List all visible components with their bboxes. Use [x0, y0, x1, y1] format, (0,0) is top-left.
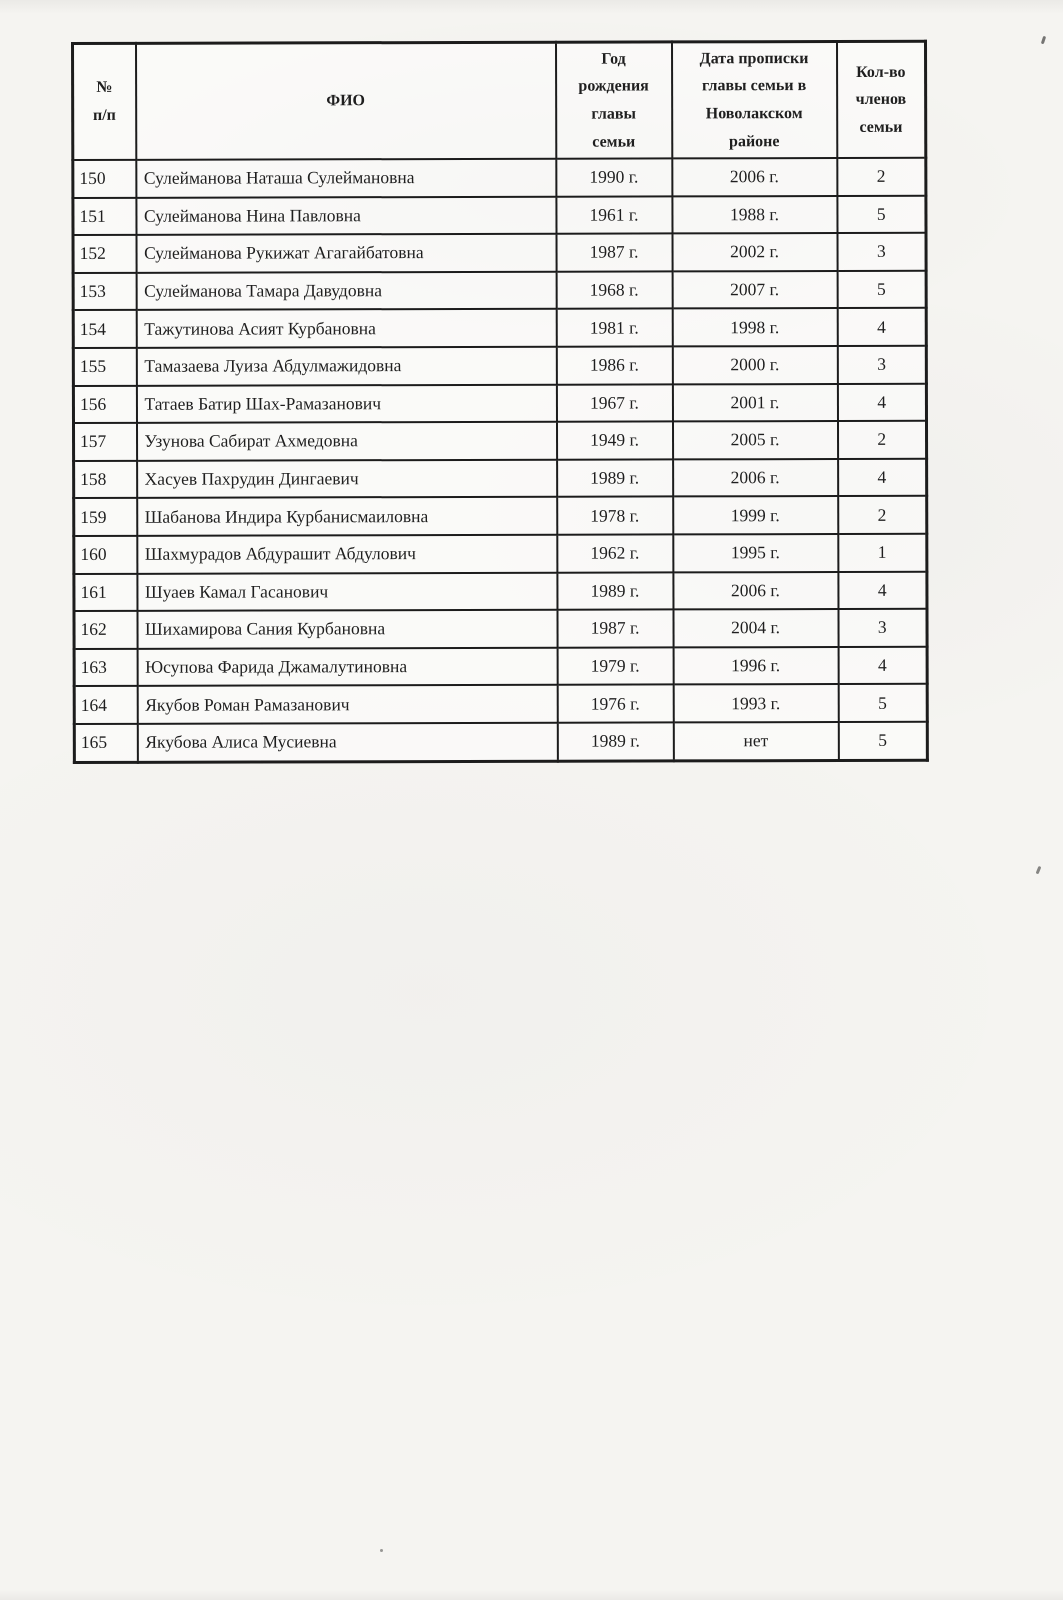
cell-row-number: 150	[73, 160, 136, 198]
cell-full-name: Сулейманова Рукижат Агагайбатовна	[136, 234, 556, 273]
scan-artifact-speck	[1041, 36, 1046, 44]
table-row	[74, 684, 927, 724]
cell-birth-year: 1949 г.	[556, 422, 672, 460]
header-cell-num: № п/п	[73, 43, 136, 160]
cell-row-number: 159	[74, 498, 137, 536]
table-row	[74, 722, 927, 762]
cell-full-name: Шабанова Индира Курбанисмаиловна	[137, 497, 557, 536]
header-cell-members: Кол-во членов семьи	[837, 41, 926, 158]
cell-family-members: 2	[837, 158, 926, 196]
cell-full-name: Сулейманова Наташа Сулеймановна	[136, 159, 556, 198]
cell-birth-year: 1976 г.	[557, 685, 673, 723]
cell-row-number: 163	[74, 649, 137, 687]
cell-row-number: 160	[74, 536, 137, 574]
cell-row-number: 156	[73, 385, 136, 423]
cell-family-members: 4	[837, 383, 926, 421]
cell-registration-year: 2006 г.	[673, 459, 838, 497]
cell-family-members: 3	[838, 609, 927, 647]
table-header-row	[73, 41, 926, 160]
cell-family-members: 3	[837, 346, 926, 384]
cell-full-name: Сулейманова Нина Павловна	[136, 196, 556, 235]
cell-registration-year: 2006 г.	[673, 572, 838, 610]
cell-birth-year: 1989 г.	[557, 572, 673, 610]
cell-full-name: Тамазаева Луиза Абдулмажидовна	[136, 347, 556, 386]
cell-birth-year: 1987 г.	[557, 610, 673, 648]
header-cell-birth: Год рождения главы семьи	[556, 42, 672, 159]
cell-birth-year: 1990 г.	[556, 158, 672, 196]
table-row	[73, 158, 926, 198]
cell-registration-year: 1996 г.	[673, 647, 838, 685]
cell-registration-year: 1988 г.	[672, 196, 837, 234]
scan-artifact-speck	[380, 1549, 383, 1552]
scan-artifact-speck	[1036, 866, 1041, 874]
cell-full-name: Узунова Сабират Ахмедовна	[136, 422, 556, 461]
cell-family-members: 2	[838, 496, 927, 534]
table-row	[74, 646, 927, 686]
cell-full-name: Якубов Роман Рамазанович	[137, 685, 557, 724]
cell-family-members: 4	[838, 571, 927, 609]
header-cell-fio: ФИО	[136, 42, 556, 160]
cell-birth-year: 1962 г.	[557, 534, 673, 572]
cell-full-name: Хасуев Пахрудин Дингаевич	[137, 459, 557, 498]
cell-full-name: Татаев Батир Шах-Рамазанович	[136, 384, 556, 423]
cell-registration-year: 2002 г.	[672, 233, 837, 271]
families-table	[71, 40, 929, 764]
cell-birth-year: 1986 г.	[556, 346, 672, 384]
table-row	[73, 195, 926, 235]
cell-row-number: 152	[73, 235, 136, 273]
table-row	[74, 609, 927, 649]
cell-registration-year: 2006 г.	[672, 158, 837, 196]
cell-family-members: 3	[837, 233, 926, 271]
cell-birth-year: 1979 г.	[557, 647, 673, 685]
cell-row-number: 157	[73, 423, 136, 461]
table-row	[74, 459, 927, 499]
table-row	[73, 271, 926, 311]
table-row	[74, 534, 927, 574]
cell-full-name: Шихамирова Сания Курбановна	[137, 610, 557, 649]
cell-family-members: 5	[837, 195, 926, 233]
cell-family-members: 5	[838, 722, 927, 760]
cell-birth-year: 1967 г.	[556, 384, 672, 422]
cell-full-name: Шахмурадов Абдурашит Абдулович	[137, 535, 557, 574]
cell-birth-year: 1961 г.	[556, 196, 672, 234]
table-row	[74, 571, 927, 611]
cell-family-members: 1	[838, 534, 927, 572]
cell-birth-year: 1989 г.	[557, 459, 673, 497]
table-row	[73, 421, 926, 461]
table-row	[73, 233, 926, 273]
cell-full-name: Шуаев Камал Гасанович	[137, 572, 557, 611]
cell-row-number: 164	[74, 686, 137, 724]
cell-birth-year: 1987 г.	[556, 234, 672, 272]
table-row	[74, 496, 927, 536]
cell-birth-year: 1968 г.	[556, 271, 672, 309]
cell-family-members: 2	[837, 421, 926, 459]
cell-birth-year: 1978 г.	[557, 497, 673, 535]
cell-full-name: Якубова Алиса Мусиевна	[137, 723, 557, 762]
cell-row-number: 153	[73, 273, 136, 311]
cell-family-members: 4	[838, 459, 927, 497]
table-row	[73, 308, 926, 348]
cell-registration-year: 2007 г.	[672, 271, 837, 309]
cell-row-number: 154	[73, 310, 136, 348]
cell-row-number: 165	[74, 724, 137, 762]
cell-birth-year: 1989 г.	[557, 722, 673, 760]
cell-birth-year: 1981 г.	[556, 309, 672, 347]
cell-full-name: Сулейманова Тамара Давудовна	[136, 272, 556, 311]
cell-family-members: 4	[838, 646, 927, 684]
table-row	[73, 346, 926, 386]
table-row	[73, 383, 926, 423]
cell-registration-year: 1998 г.	[672, 308, 837, 346]
cell-row-number: 162	[74, 611, 137, 649]
cell-full-name: Тажутинова Асият Курбановна	[136, 309, 556, 348]
cell-registration-year: 2001 г.	[672, 384, 837, 422]
cell-registration-year: 1995 г.	[673, 534, 838, 572]
cell-row-number: 151	[73, 197, 136, 235]
cell-row-number: 158	[74, 461, 137, 499]
cell-registration-year: 2005 г.	[672, 421, 837, 459]
cell-family-members: 5	[837, 271, 926, 309]
cell-registration-year: 1993 г.	[673, 684, 838, 722]
cell-full-name: Юсупова Фарида Джамалутиновна	[137, 647, 557, 686]
cell-row-number: 161	[74, 573, 137, 611]
cell-registration-year: 2000 г.	[672, 346, 837, 384]
header-cell-reg: Дата прописки главы семьи в Новолакском районе	[672, 41, 837, 158]
cell-registration-year: 1999 г.	[673, 496, 838, 534]
cell-family-members: 5	[838, 684, 927, 722]
cell-row-number: 155	[73, 348, 136, 386]
cell-registration-year: нет	[673, 722, 838, 761]
cell-family-members: 4	[837, 308, 926, 346]
cell-registration-year: 2004 г.	[673, 609, 838, 647]
